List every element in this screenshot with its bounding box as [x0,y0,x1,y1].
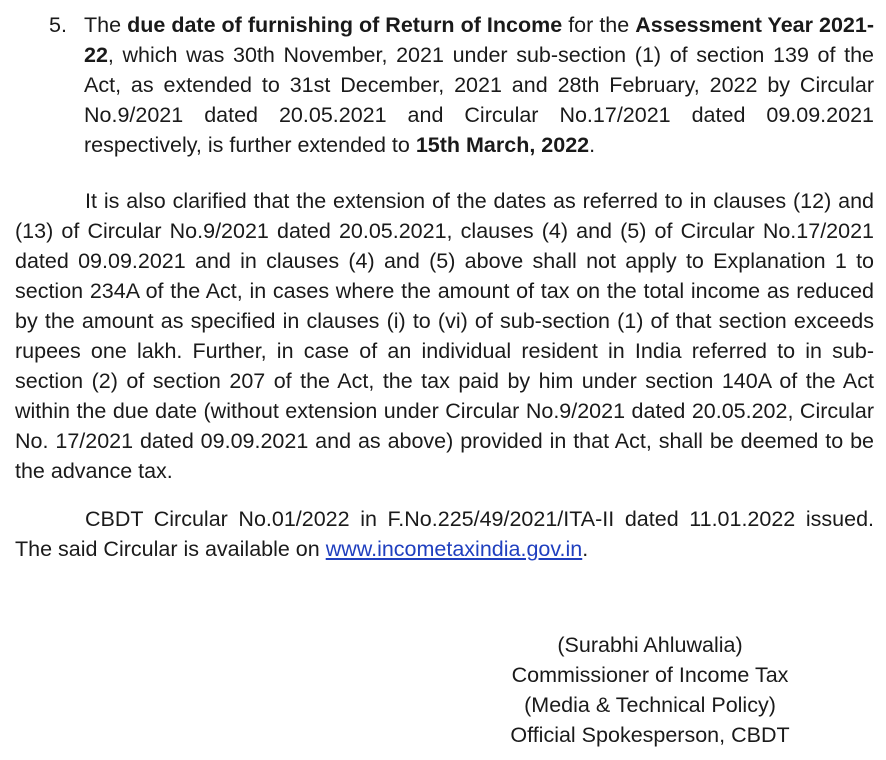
text-segment: for the [562,13,636,37]
circular-issued-paragraph [15,504,874,564]
signature-block [480,630,820,750]
item-number: 5. [49,13,67,37]
text-segment: . [589,133,596,157]
incometaxindia-link[interactable]: www.incometaxindia.gov.in [325,537,583,561]
clarification-paragraph: It is also clarified that the extension of the dates as referred to in clauses (12) and (13) of Circular No.9/2021 dated 20.05.2021, clauses (4) and (5) of Circular No.17/2021 dated 09.09.2021 and in clauses (4) and (5) above shall not apply to Explanation 1 to section 234A of the Act, in cases where the amount of tax on the total income as reduced by the amount as specified in clauses (i) to (vi) of sub-section (1) of that section exceeds rupees one lakh. Further, in case of an individual resident in India referred to in sub-section (2) of section 207 of the Act, the tax paid by him under section 140A of the Act within the due date (without extension under Circular No.9/2021 dated 20.05.202, Circular No. 17/2021 dated 09.09.2021 and as above) provided in that Act, shall be deemed to be the advance tax. [15,189,874,483]
text-segment: , which was 30th November, 2021 under sub-section (1) of section 139 of the Act, as extended to 31st December, 2021 and 28th February, 2022 by Circular No.9/2021 dated 20.05.2021 and Circular No.17/2021 dated 09.09.2021 respectively, is further extended to [84,43,874,157]
signatory-department: (Media & Technical Policy) [524,693,776,717]
signatory-title: Commissioner of Income Tax [511,663,789,687]
bold-due-date-phrase: due date of furnishing of Return of Income [127,13,563,37]
bold-assessment-year: Assessment Year 2021-22 [84,13,874,67]
text-segment: . [582,537,589,561]
item-5-text [84,10,874,160]
signatory-name: (Surabhi Ahluwalia) [557,633,743,657]
circular-text: CBDT Circular No.01/2022 in F.No.225/49/2021/ITA-II dated 11.01.2022 issued. The said Circular is available on [15,507,874,561]
bold-extended-date: 15th March, 2022 [415,133,590,157]
paragraph-item-5 [49,10,874,160]
signatory-role: Official Spokesperson, CBDT [510,723,790,747]
text-segment: The [84,13,128,37]
